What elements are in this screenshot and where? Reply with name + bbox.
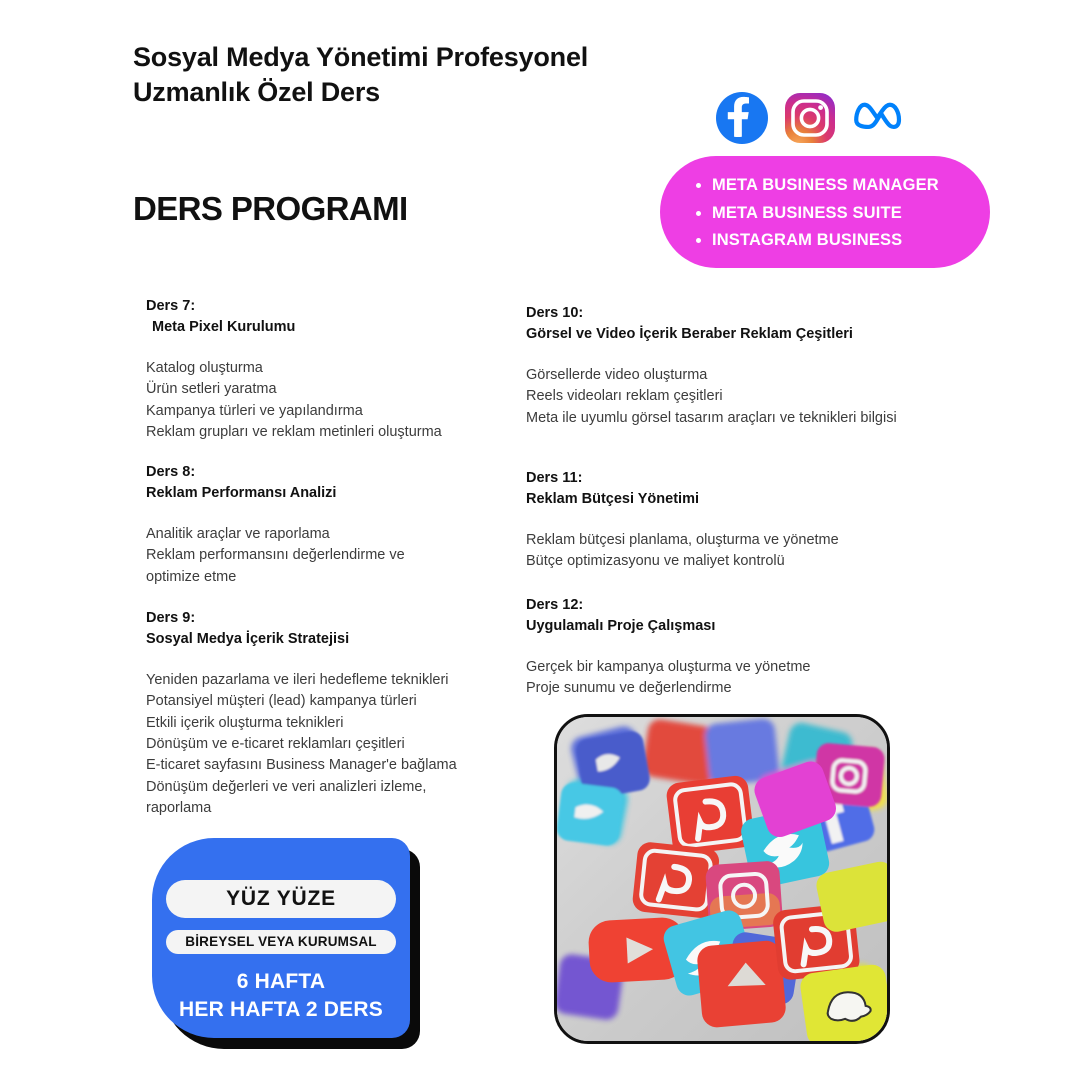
lesson-7-body-line: Ürün setleri yaratma [146, 381, 277, 398]
facebook-icon [714, 90, 770, 146]
lesson-11-body-line: Reklam bütçesi planlama, oluşturma ve yönetme [526, 532, 839, 549]
lesson-block-9 [146, 608, 457, 819]
lesson-10-body-line: Meta ile uyumlu görsel tasarım araçları ve teknikleri bilgisi [526, 409, 897, 426]
page-title-line-2: Uzmanlık Özel Ders [133, 76, 380, 107]
meta-tools-item: INSTAGRAM BUSINESS [712, 227, 990, 255]
lesson-8-body-line: optimize etme [146, 568, 237, 585]
lesson-11-title: Reklam Bütçesi Yönetimi [526, 491, 699, 508]
lesson-8-body-line: Analitik araçlar ve raporlama [146, 526, 330, 543]
meta-icon [850, 90, 906, 146]
lesson-11-body [526, 530, 956, 573]
lesson-7-body-line: Reklam grupları ve reklam metinleri oluşturma [146, 423, 442, 440]
lesson-7-number: Ders 7: [146, 298, 196, 314]
lesson-8-title: Reklam Performansı Analizi [146, 485, 337, 502]
page-title-line-1: Sosyal Medya Yönetimi Profesyonel [133, 42, 589, 72]
badge-duration-text [166, 968, 396, 1023]
lesson-10-title: Görsel ve Video İçerik Beraber Reklam Çeşitleri [526, 326, 853, 343]
lesson-12-body-line: Gerçek bir kampanya oluşturma ve yönetme [526, 659, 811, 676]
lesson-9-title: Sosyal Medya İçerik Stratejisi [146, 631, 350, 648]
lesson-8-body-line: Reklam performansını değerlendirme ve [146, 547, 405, 564]
meta-tools-item: META BUSINESS MANAGER [712, 172, 990, 200]
lesson-9-body [146, 670, 457, 819]
lesson-9-body-line: E-ticaret sayfasını Business Manager'e bağlama [146, 757, 457, 774]
lesson-7-body-line: Kampanya türleri ve yapılandırma [146, 402, 363, 419]
lesson-block-12 [526, 595, 956, 700]
lesson-11-body-line: Bütçe optimizasyonu ve maliyet kontrolü [526, 553, 785, 570]
lesson-9-body-line: Dönüşüm ve e-ticaret reklamları çeşitleri [146, 735, 405, 752]
lesson-10-body-line: Görsellerde video oluşturma [526, 367, 708, 384]
lesson-block-7 [146, 296, 442, 443]
lesson-12-body-line: Proje sunumu ve değerlendirme [526, 680, 732, 697]
lesson-10-body [526, 365, 956, 429]
lesson-10-body-line: Reels videoları reklam çeşitleri [526, 388, 723, 405]
social-icons-row [714, 90, 906, 146]
lesson-7-body [146, 358, 442, 443]
lesson-8-body [146, 524, 405, 588]
lesson-7-title: Meta Pixel Kurulumu [152, 319, 296, 336]
lesson-block-11 [526, 468, 956, 573]
page-title [133, 40, 673, 109]
instagram-icon [782, 90, 838, 146]
badge-audience-pill: BİREYSEL VEYA KURUMSAL [166, 930, 396, 954]
social-media-icon-tiles-photo [554, 714, 890, 1044]
lesson-9-body-line: Potansiyel müşteri (lead) kampanya türleri [146, 693, 417, 710]
badge-duration-line-2: HER HAFTA 2 DERS [179, 997, 383, 1021]
lesson-9-number: Ders 9: [146, 610, 196, 626]
lesson-8-number: Ders 8: [146, 464, 196, 480]
lesson-9-body-line: Yeniden pazarlama ve ileri hedefleme teknikleri [146, 672, 449, 689]
lesson-block-10 [526, 303, 956, 429]
section-heading: DERS PROGRAMI [133, 190, 408, 227]
lesson-block-8 [146, 462, 405, 588]
lesson-9-body-line: Etkili içerik oluşturma teknikleri [146, 714, 344, 731]
lesson-9-body-line: raporlama [146, 799, 212, 816]
badge-duration-line-1: 6 HAFTA [236, 970, 326, 993]
lesson-12-title: Uygulamalı Proje Çalışması [526, 618, 716, 635]
meta-tools-list [690, 172, 990, 255]
lesson-11-number: Ders 11: [526, 470, 583, 486]
lesson-12-number: Ders 12: [526, 597, 584, 613]
meta-tools-item: META BUSINESS SUITE [712, 200, 990, 228]
lesson-12-body [526, 657, 956, 700]
lesson-9-body-line: Dönüşüm değerleri ve veri analizleri izleme, [146, 778, 427, 795]
lesson-7-body-line: Katalog oluşturma [146, 360, 263, 377]
course-format-badge [152, 838, 410, 1038]
meta-tools-badge [660, 156, 990, 268]
badge-format-pill: YÜZ YÜZE [166, 880, 396, 918]
lesson-10-number: Ders 10: [526, 305, 584, 321]
